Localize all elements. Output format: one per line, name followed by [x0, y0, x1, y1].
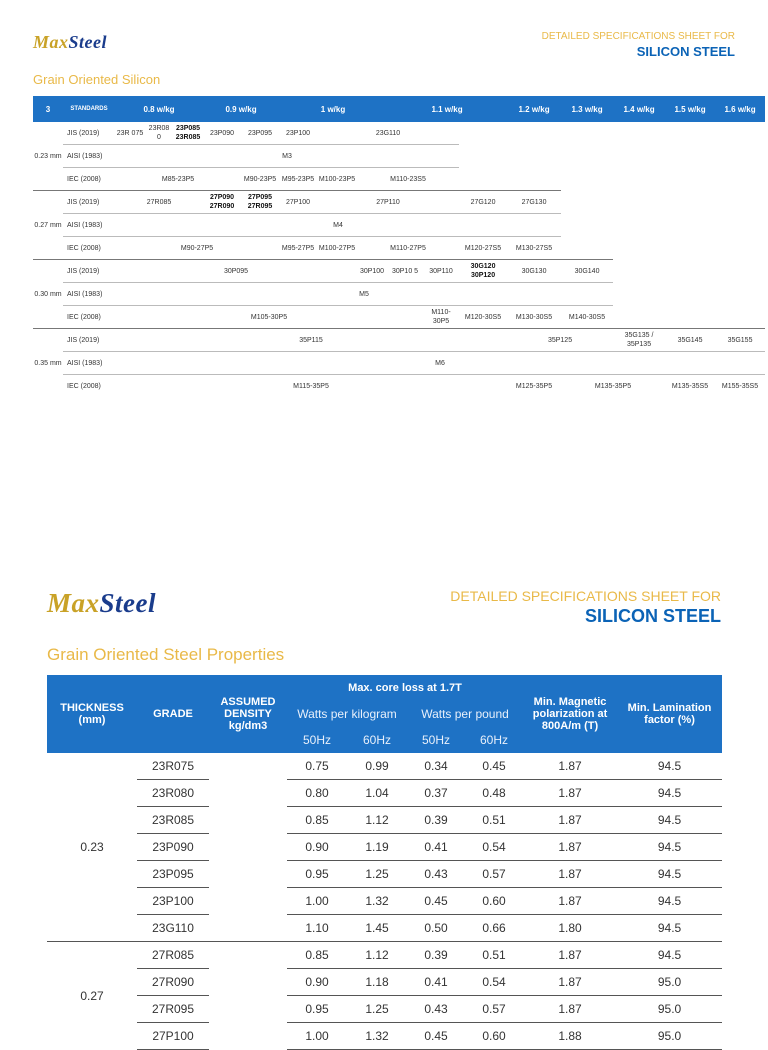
grade-cell — [459, 260, 507, 283]
col-0-9: 0.9 w/kg — [203, 96, 279, 122]
grade-cell: 27P110 — [317, 191, 459, 214]
thickness-cell: 0.23 mm — [34, 152, 62, 160]
thickness-cell: 0.23 — [80, 840, 104, 854]
loss-60hz-lb: 0.66 — [465, 915, 523, 942]
standard-label: IEC (2008) — [63, 375, 115, 398]
table-row — [47, 1023, 722, 1050]
header-line1-bottom: DETAILED SPECIFICATIONS SHEET FOR — [450, 588, 721, 604]
table-row — [47, 888, 722, 915]
polarization-header: Min. Magnetic polarization at 800A/m (T) — [523, 675, 617, 753]
grade-text: 30G120 — [470, 263, 496, 270]
grade-cell: 23P095 — [137, 861, 209, 888]
col-1-4: 1.4 w/kg — [613, 96, 665, 122]
grade-cell: M120-27S5 — [459, 237, 507, 260]
density-cell — [209, 861, 287, 888]
header-line1-top: DETAILED SPECIFICATIONS SHEET FOR — [541, 31, 735, 42]
grade-cell: M95-23P5 — [279, 168, 317, 191]
section-title-bottom: Grain Oriented Steel Properties — [47, 645, 285, 664]
grade-cell: M6 — [115, 352, 765, 375]
lamination-cell: 94.5 — [617, 807, 722, 834]
thickness-header: THICKNESS (mm) — [47, 675, 137, 753]
grade-cell: 23P100 — [137, 888, 209, 915]
polarization-cell: 1.87 — [523, 834, 617, 861]
loss-60hz-lb: 0.45 — [465, 753, 523, 780]
loss-60hz-lb: 0.60 — [465, 1023, 523, 1050]
density-cell — [209, 1023, 287, 1050]
grade-cell: M5 — [115, 283, 613, 306]
loss-60hz-lb: 0.48 — [465, 780, 523, 807]
grade-cell: M110-30P5 — [423, 306, 459, 329]
grade-standards-table — [33, 96, 765, 397]
grade-cell: 23R08 0 — [148, 125, 170, 141]
table-row — [33, 306, 765, 329]
grade-cell: M140-30S5 — [561, 306, 613, 329]
grade-cell: M135-35S5 — [665, 375, 715, 398]
col-1-1: 1.1 w/kg — [387, 96, 507, 122]
hz60-header: 60Hz — [347, 727, 407, 753]
grade-cell: 23G110 — [375, 129, 401, 137]
grade-cell: 23G110 — [137, 915, 209, 942]
loss-60hz-kg: 1.18 — [347, 969, 407, 996]
density-cell — [209, 807, 287, 834]
polarization-cell: 1.87 — [523, 753, 617, 780]
grade-cell: 23R080 — [137, 780, 209, 807]
standard-label: JIS (2019) — [67, 129, 100, 137]
grade-cell: 35G155 — [715, 329, 765, 352]
loss-50hz-kg: 0.85 — [287, 807, 347, 834]
grade-cell: M115-35P5 — [115, 375, 507, 398]
lamination-cell: 95.0 — [617, 969, 722, 996]
grade-cell: 27R085 — [137, 942, 209, 969]
core-loss-header: Max. core loss at 1.7T — [287, 675, 523, 701]
grade-text: 27R095 — [247, 203, 273, 210]
grade-cell: 27G120 — [459, 191, 507, 214]
table-row — [47, 807, 722, 834]
properties-table — [47, 675, 722, 1050]
table-row — [33, 283, 765, 306]
header-line2-top: SILICON STEEL — [636, 44, 735, 59]
table-row — [33, 352, 765, 375]
grade-text: 23P085 — [175, 125, 201, 132]
table-row — [33, 214, 765, 237]
table-row — [33, 145, 765, 168]
grade-cell: 27R090 — [137, 969, 209, 996]
table-row — [47, 753, 722, 780]
grade-cell: 23R 075 — [116, 129, 144, 137]
logo-part1: Max — [33, 32, 69, 52]
density-cell — [209, 942, 287, 969]
grade-cell — [173, 122, 203, 145]
grade-cell: 27P100 — [279, 191, 317, 214]
loss-60hz-kg: 0.99 — [347, 753, 407, 780]
grade-header: GRADE — [137, 675, 209, 753]
lamination-cell: 94.5 — [617, 780, 722, 807]
loss-60hz-lb: 0.54 — [465, 834, 523, 861]
lamination-header: Min. Lamination factor (%) — [617, 675, 722, 753]
loss-50hz-lb: 0.39 — [407, 942, 465, 969]
table-row — [47, 915, 722, 942]
grade-cell: 30P095 — [115, 260, 357, 283]
loss-50hz-lb: 0.39 — [407, 807, 465, 834]
grade-cell: 27G130 — [507, 191, 561, 214]
grade-cell: 23P090 — [209, 129, 235, 137]
loss-60hz-lb: 0.51 — [465, 807, 523, 834]
grade-cell: 35P125 — [507, 329, 613, 352]
loss-50hz-lb: 0.43 — [407, 996, 465, 1023]
polarization-cell: 1.87 — [523, 861, 617, 888]
loss-50hz-lb: 0.43 — [407, 861, 465, 888]
grade-cell: 23R075 — [137, 753, 209, 780]
table-header-row — [33, 96, 765, 122]
polarization-cell: 1.80 — [523, 915, 617, 942]
thickness-cell: 0.27 — [47, 942, 137, 1050]
grade-cell: M155-35S5 — [715, 375, 765, 398]
grade-cell: 23P095 — [247, 129, 273, 137]
density-cell — [209, 996, 287, 1023]
table-row — [47, 969, 722, 996]
polarization-cell: 1.87 — [523, 888, 617, 915]
properties-body — [47, 753, 722, 1050]
loss-50hz-lb: 0.45 — [407, 1023, 465, 1050]
hz60-header: 60Hz — [465, 727, 523, 753]
loss-50hz-kg: 1.00 — [287, 888, 347, 915]
lamination-cell: 95.0 — [617, 1023, 722, 1050]
loss-50hz-kg: 1.00 — [287, 1023, 347, 1050]
loss-60hz-kg: 1.12 — [347, 942, 407, 969]
grade-cell: M125-35P5 — [507, 375, 561, 398]
table-row — [47, 996, 722, 1023]
standard-label: IEC (2008) — [63, 168, 115, 191]
polarization-cell: 1.87 — [523, 942, 617, 969]
col-1-2: 1.2 w/kg — [507, 96, 561, 122]
loss-50hz-kg: 0.95 — [287, 861, 347, 888]
grade-cell: 23P090 — [137, 834, 209, 861]
standard-label: AISI (1983) — [63, 283, 115, 306]
grade-cell: 23R085 — [137, 807, 209, 834]
loss-50hz-kg: 0.85 — [287, 942, 347, 969]
lamination-cell: 94.5 — [617, 753, 722, 780]
standard-label: IEC (2008) — [63, 306, 115, 329]
density-cell — [209, 834, 287, 861]
table-row — [33, 329, 765, 352]
table-row — [47, 942, 722, 969]
standard-label: IEC (2008) — [63, 237, 115, 260]
grade-text: 30P120 — [470, 272, 496, 279]
table-row — [33, 260, 765, 283]
standard-label: AISI (1983) — [63, 352, 115, 375]
table-row — [47, 834, 722, 861]
polarization-cell: 1.87 — [523, 780, 617, 807]
col-1-5: 1.5 w/kg — [665, 96, 715, 122]
loss-50hz-kg: 1.10 — [287, 915, 347, 942]
loss-50hz-lb: 0.41 — [407, 969, 465, 996]
thickness-cell: 0.30 mm — [33, 260, 63, 329]
grade-cell: M130-27S5 — [507, 237, 561, 260]
grade-text: 27R090 — [209, 203, 235, 210]
grade-text: 23R085 — [175, 134, 201, 141]
brand-logo-bottom — [47, 588, 156, 619]
loss-60hz-lb: 0.54 — [465, 969, 523, 996]
grade-cell: M110-27P5 — [357, 237, 459, 260]
loss-60hz-lb: 0.57 — [465, 996, 523, 1023]
loss-60hz-kg: 1.32 — [347, 888, 407, 915]
grade-cell: M90-27P5 — [115, 237, 279, 260]
grade-cell: M4 — [115, 214, 561, 237]
lamination-cell: 94.5 — [617, 834, 722, 861]
loss-60hz-kg: 1.04 — [347, 780, 407, 807]
grade-cell: 30P100 — [357, 260, 387, 283]
col-1: 1 w/kg — [279, 96, 387, 122]
grade-cell: 35G135 / 35P135 — [613, 329, 665, 352]
standard-label: AISI (1983) — [63, 145, 115, 168]
loss-60hz-kg: 1.19 — [347, 834, 407, 861]
table-row — [33, 168, 765, 191]
grade-cell: M95-27P5 — [279, 237, 317, 260]
grade-cell: M85-23P5 — [115, 168, 241, 191]
grade-cell: 27P100 — [137, 1023, 209, 1050]
col-0-8: 0.8 w/kg — [115, 96, 203, 122]
loss-60hz-lb: 0.60 — [465, 888, 523, 915]
loss-50hz-kg: 0.80 — [287, 780, 347, 807]
grade-cell: 30P10 5 — [387, 260, 423, 283]
grade-cell: 30P110 — [423, 260, 459, 283]
table-row — [33, 122, 765, 145]
logo-part2: Steel — [99, 588, 157, 618]
grade-cell: M100-27P5 — [317, 237, 357, 260]
loss-50hz-lb: 0.34 — [407, 753, 465, 780]
density-cell — [209, 969, 287, 996]
loss-60hz-lb: 0.51 — [465, 942, 523, 969]
section-title-top: Grain Oriented Silicon — [33, 72, 161, 87]
grade-text: 27P090 — [209, 194, 235, 201]
thickness-cell: 0.35 mm — [33, 329, 63, 398]
grade-cell: M3 — [115, 145, 459, 168]
loss-60hz-lb: 0.57 — [465, 861, 523, 888]
hz50-header: 50Hz — [287, 727, 347, 753]
thickness-cell: 0.27 mm — [33, 191, 63, 260]
loss-60hz-kg: 1.25 — [347, 861, 407, 888]
lamination-cell: 94.5 — [617, 915, 722, 942]
loss-60hz-kg: 1.25 — [347, 996, 407, 1023]
lamination-cell: 94.5 — [617, 861, 722, 888]
grade-cell: M90-23P5 — [241, 168, 279, 191]
wpk-header: Watts per kilogram — [287, 701, 407, 727]
col-1-6: 1.6 w/kg — [715, 96, 765, 122]
lamination-cell: 94.5 — [617, 888, 722, 915]
density-header: ASSUMED DENSITY kg/dm3 — [209, 675, 287, 753]
standard-label: JIS (2019) — [63, 191, 115, 214]
grade-cell: M105-30P5 — [115, 306, 423, 329]
col-standards: STANDARDS — [63, 96, 115, 122]
grade-cell: 23P100 — [285, 129, 311, 137]
header-row-1 — [47, 675, 722, 701]
grade-cell — [241, 191, 279, 214]
loss-50hz-kg: 0.90 — [287, 969, 347, 996]
density-cell — [209, 780, 287, 807]
grade-cell — [203, 191, 241, 214]
polarization-cell: 1.87 — [523, 969, 617, 996]
density-cell — [209, 753, 287, 780]
grade-cell: M110-23S5 — [357, 168, 459, 191]
loss-60hz-kg: 1.12 — [347, 807, 407, 834]
table-row — [33, 237, 765, 260]
grade-cell: 27R095 — [137, 996, 209, 1023]
grade-cell: 30G130 — [507, 260, 561, 283]
logo-part2: Steel — [68, 32, 108, 52]
col-1-3: 1.3 w/kg — [561, 96, 613, 122]
hz50-header: 50Hz — [407, 727, 465, 753]
table-row — [47, 780, 722, 807]
wpp-header: Watts per pound — [407, 701, 523, 727]
grade-text: 27P095 — [247, 194, 273, 201]
grade-cell: M100-23P5 — [317, 168, 357, 191]
grade-cell: M130-30S5 — [507, 306, 561, 329]
loss-60hz-kg: 1.45 — [347, 915, 407, 942]
lamination-cell: 94.5 — [617, 942, 722, 969]
loss-50hz-lb: 0.50 — [407, 915, 465, 942]
polarization-cell: 1.88 — [523, 1023, 617, 1050]
loss-50hz-lb: 0.41 — [407, 834, 465, 861]
standard-label: JIS (2019) — [63, 260, 115, 283]
grade-cell: 27R085 — [115, 191, 203, 214]
header-line2-bottom: SILICON STEEL — [584, 606, 721, 626]
grade-cell: 35P115 — [115, 329, 507, 352]
polarization-cell: 1.87 — [523, 996, 617, 1023]
standard-label: JIS (2019) — [63, 329, 115, 352]
grade-cell: 30G140 — [561, 260, 613, 283]
loss-50hz-kg: 0.95 — [287, 996, 347, 1023]
brand-logo-top — [33, 32, 107, 53]
standard-label: AISI (1983) — [63, 214, 115, 237]
logo-part1: Max — [47, 588, 100, 618]
grade-cell: 35G145 — [665, 329, 715, 352]
lamination-cell: 95.0 — [617, 996, 722, 1023]
loss-50hz-lb: 0.37 — [407, 780, 465, 807]
col-3: 3 — [33, 96, 63, 122]
table-row — [33, 375, 765, 398]
loss-50hz-kg: 0.75 — [287, 753, 347, 780]
loss-50hz-lb: 0.45 — [407, 888, 465, 915]
grade-cell: M120-30S5 — [459, 306, 507, 329]
loss-60hz-kg: 1.32 — [347, 1023, 407, 1050]
table-row — [33, 191, 765, 214]
density-cell — [209, 888, 287, 915]
loss-50hz-kg: 0.90 — [287, 834, 347, 861]
density-cell — [209, 915, 287, 942]
table-row — [47, 861, 722, 888]
grade-cell: M135-35P5 — [561, 375, 665, 398]
polarization-cell: 1.87 — [523, 807, 617, 834]
